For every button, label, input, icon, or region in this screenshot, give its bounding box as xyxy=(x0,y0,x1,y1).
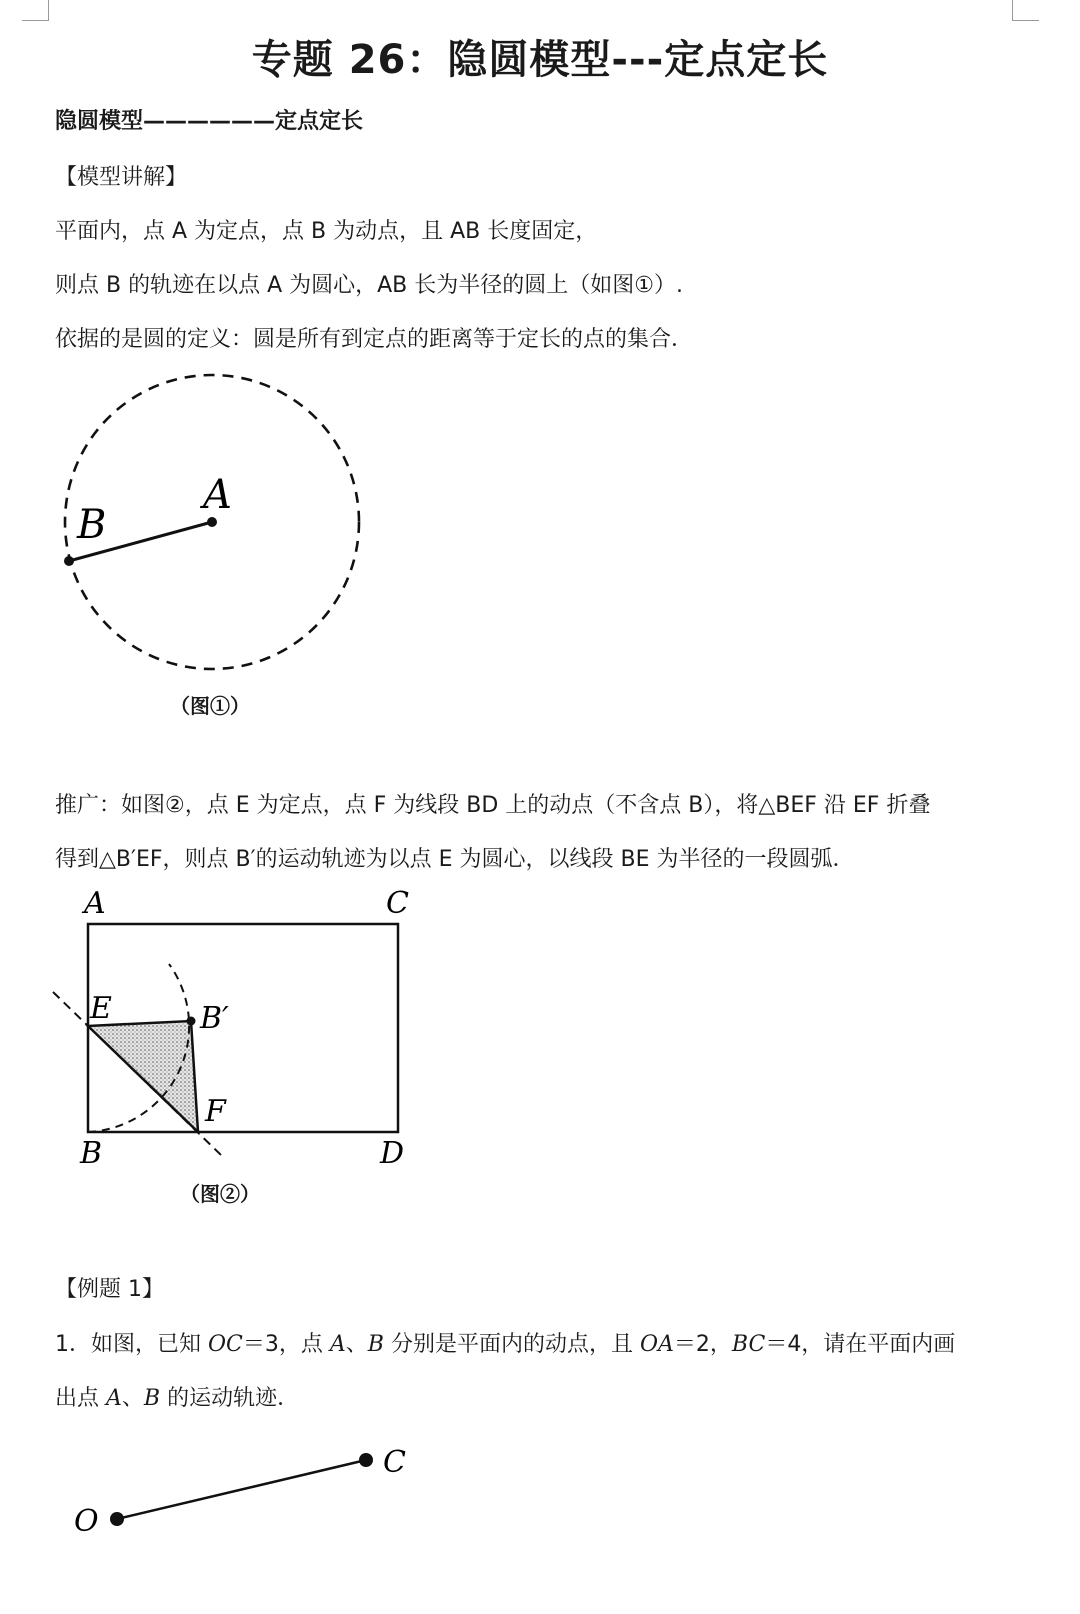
figure-1 xyxy=(55,365,375,685)
point-b-prime xyxy=(187,1017,196,1026)
figure-2 xyxy=(48,885,428,1180)
page-title: 专题 26：隐圆模型---定点定长 xyxy=(251,37,829,83)
extension-line-1: 推广：如图②，点 E 为定点，点 F 为线段 BD 上的动点（不含点 B），将△BEF 沿 EF 折叠 xyxy=(55,793,931,818)
label-c: C xyxy=(383,1445,406,1480)
example-line-1: 1．如图，已知 OC＝3，点 A、B 分别是平面内的动点，且 OA＝2，BC＝4，请在平面内画 xyxy=(55,1332,956,1357)
label-a: A xyxy=(203,472,232,518)
example-heading: 【例题 1】 xyxy=(55,1277,164,1302)
point-a xyxy=(207,517,217,527)
label-b-prime: B′ xyxy=(200,1001,229,1036)
label-a: A xyxy=(84,886,106,921)
corner-mark-right xyxy=(1012,0,1039,21)
label-c: C xyxy=(386,886,409,921)
label-b: B xyxy=(80,1136,103,1171)
figure-1-caption: （图①） xyxy=(170,694,250,718)
point-o xyxy=(110,1512,124,1526)
figure-2-caption: （图②） xyxy=(180,1182,260,1206)
subtitle: 隐圆模型——————定点定长 xyxy=(55,109,364,134)
model-text-line-1: 平面内，点 A 为定点，点 B 为动点，且 AB 长度固定， xyxy=(55,219,598,244)
figure-3 xyxy=(60,1435,430,1555)
model-heading: 【模型讲解】 xyxy=(55,165,188,190)
folded-triangle xyxy=(88,1021,198,1132)
model-text-line-3: 依据的是圆的定义：圆是所有到定点的距离等于定长的点的集合． xyxy=(55,327,694,352)
model-text-line-2: 则点 B 的轨迹在以点 A 为圆心，AB 长为半径的圆上（如图①）. xyxy=(55,273,683,298)
segment-oc xyxy=(117,1460,366,1519)
point-c xyxy=(359,1453,373,1467)
label-o: O xyxy=(74,1504,99,1539)
label-d: D xyxy=(380,1136,405,1171)
label-e: E xyxy=(90,991,112,1026)
label-f: F xyxy=(205,1094,226,1129)
corner-mark-left xyxy=(22,0,49,21)
point-b xyxy=(64,556,74,566)
example-line-2: 出点 A、B 的运动轨迹． xyxy=(55,1386,300,1411)
label-b: B xyxy=(77,502,107,548)
extension-line-2: 得到△B′EF，则点 B′的运动轨迹为以点 E 为圆心，以线段 BE 为半径的一段圆弧． xyxy=(55,847,855,872)
